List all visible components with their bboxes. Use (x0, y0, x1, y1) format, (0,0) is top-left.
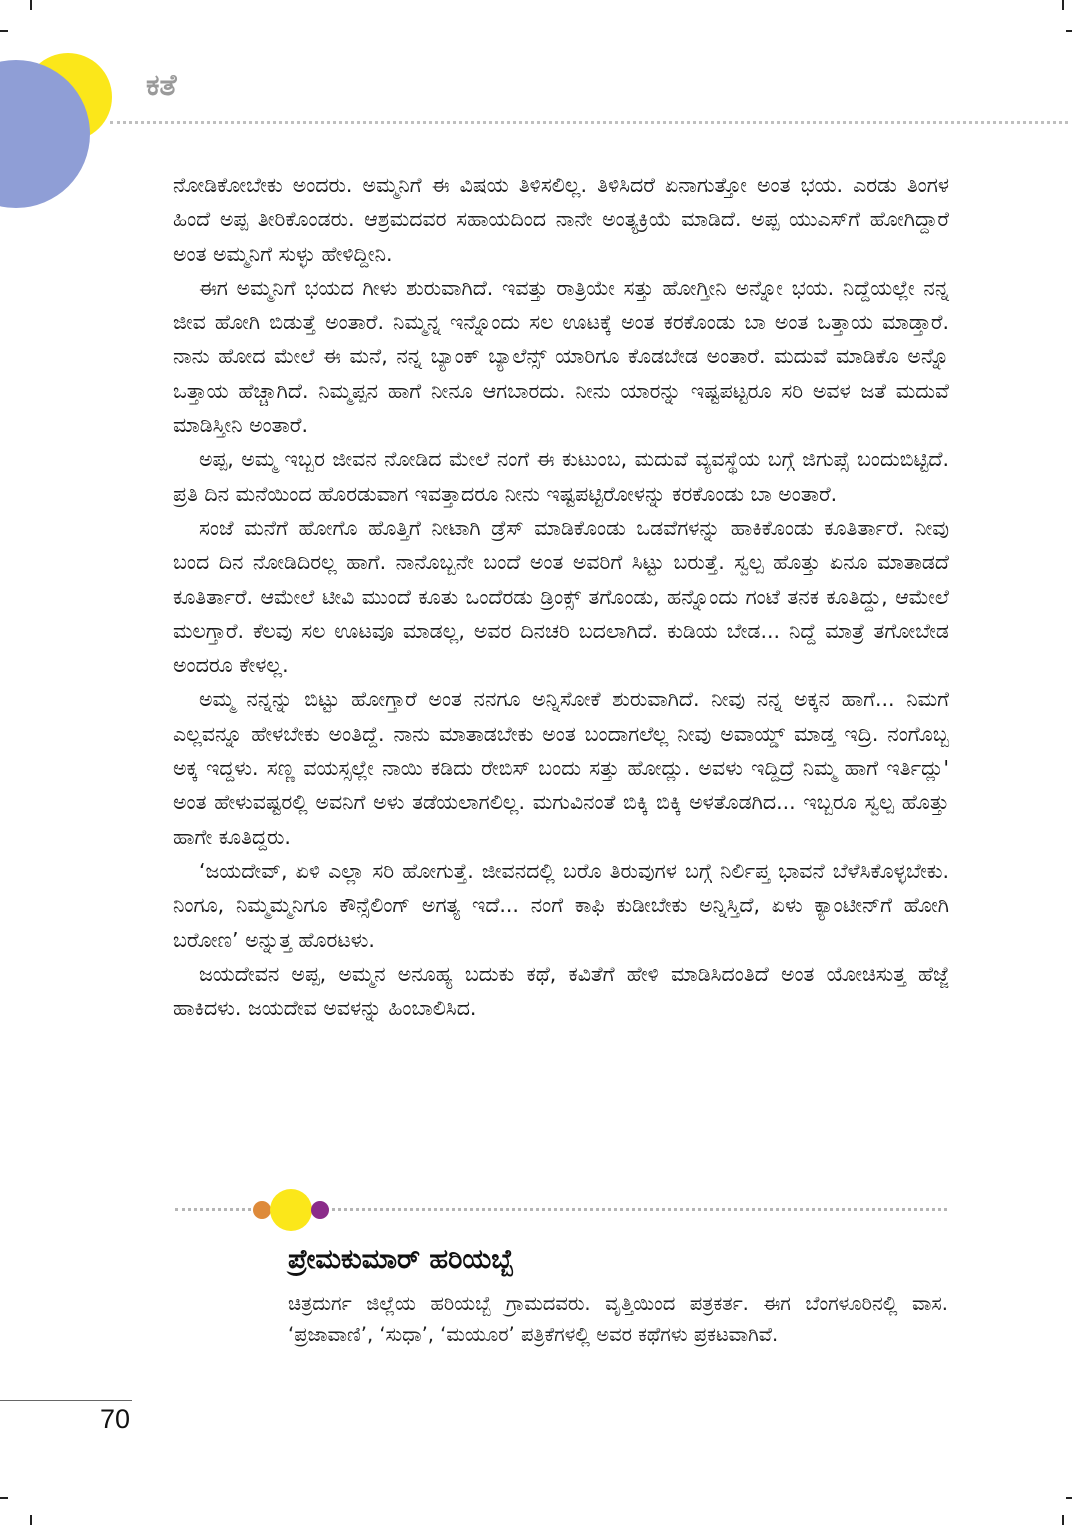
crop-mark-bottom-left-h (0, 1497, 8, 1499)
page-number-rule (0, 1400, 132, 1401)
section-title: ಕತೆ (146, 68, 177, 103)
story-paragraph: ನೋಡಿಕೋಬೇಕು ಅಂದರು. ಅಮ್ಮನಿಗೆ ಈ ವಿಷಯ ತಿಳಿಸಲಿಲ್ಲ. ತಿಳಿಸಿದರೆ ಏನಾಗುತ್ತೋ ಅಂತ ಭಯ. ಎರಡು ತಿಂಗಳ ಹಿಂದೆ ಅಪ್ಪ ತೀರಿಕೊಂಡರು. ಆಶ್ರಮದವರ ಸಹಾಯದಿಂದ ನಾನೇ ಅಂತ್ಯಕ್ರಿಯೆ ಮಾಡಿದೆ. ಅಪ್ಪ ಯುಎಸ್‌ಗೆ ಹೋಗಿದ್ದಾರೆ ಅಂತ ಅಮ್ಮನಿಗೆ ಸುಳ್ಳು ಹೇಳಿದ್ದೀನಿ. (173, 173, 949, 266)
yellow-dot-decoration (270, 1189, 312, 1231)
author-bio: ಚಿತ್ರದುರ್ಗ ಜಿಲ್ಲೆಯ ಹರಿಯಬ್ಬೆ ಗ್ರಾಮದವರು. ವೃತ್ತಿಯಿಂದ ಪತ್ರಕರ್ತ. ಈಗ ಬೆಂಗಳೂರಿನಲ್ಲಿ ವಾಸ. ‘ಪ್ರಜಾವಾಣಿ’, ‘ಸುಧಾ’, ‘ಮಯೂರ’ ಪತ್ರಿಕೆಗಳಲ್ಲಿ ಅವರ ಕಥೆಗಳು ಪ್ರಕಟವಾಗಿವೆ. (288, 1292, 948, 1346)
crop-mark-top-left-h (0, 30, 8, 32)
purple-dot-decoration (311, 1201, 329, 1219)
crop-mark-bottom-left (30, 1515, 32, 1525)
story-paragraph: ಈಗ ಅಮ್ಮನಿಗೆ ಭಯದ ಗೀಳು ಶುರುವಾಗಿದೆ. ಇವತ್ತು ರಾತ್ರಿಯೇ ಸತ್ತು ಹೋಗ್ತೀನಿ ಅನ್ನೋ ಭಯ. ನಿದ್ದೆಯಲ್ಲೇ ನನ್ನ ಜೀವ ಹೋಗಿ ಬಿಡುತ್ತೆ ಅಂತಾರೆ. ನಿಮ್ಮನ್ನ ಇನ್ನೊಂದು ಸಲ ಊಟಕ್ಕೆ ಅಂತ ಕರಕೊಂಡು ಬಾ ಅಂತ ಒತ್ತಾಯ ಮಾಡ್ತಾರೆ. ನಾನು ಹೋದ ಮೇಲೆ ಈ ಮನೆ, ನನ್ನ ಬ್ಯಾಂಕ್ ಬ್ಯಾಲೆನ್ಸ್ ಯಾರಿಗೂ ಕೊಡಬೇಡ ಅಂತಾರೆ. ಮದುವೆ ಮಾಡಿಕೊ ಅನ್ನೊ ಒತ್ತಾಯ ಹೆಚ್ಚಾಗಿದೆ. ನಿಮ್ಮಪ್ಪನ ಹಾಗೆ ನೀನೂ ಆಗಬಾರದು. ನೀನು ಯಾರನ್ನು ಇಷ್ಟಪಟ್ಟರೂ ಸರಿ ಅವಳ ಜತೆ ಮದುವೆ ಮಾಡಿಸ್ತೀನಿ ಅಂತಾರೆ. (173, 275, 949, 438)
orange-dot-decoration (253, 1201, 271, 1219)
story-paragraph: ಅಪ್ಪ, ಅಮ್ಮ ಇಬ್ಬರ ಜೀವನ ನೋಡಿದ ಮೇಲೆ ನಂಗೆ ಈ ಕುಟುಂಬ, ಮದುವೆ ವ್ಯವಸ್ಥೆಯ ಬಗ್ಗೆ ಜಿಗುಪ್ಸೆ ಬಂದುಬಿಟ್ಟಿದೆ. ಪ್ರತಿ ದಿನ ಮನೆಯಿಂದ ಹೊರಡುವಾಗ ಇವತ್ತಾದರೂ ನೀನು ಇಷ್ಟಪಟ್ಟಿರೋಳನ್ನು ಕರಕೊಂಡು ಬಾ ಅಂತಾರೆ. (173, 447, 949, 506)
crop-mark-top-right-h (1066, 30, 1072, 32)
story-paragraph: ಅಮ್ಮ ನನ್ನನ್ನು ಬಿಟ್ಟು ಹೋಗ್ತಾರೆ ಅಂತ ನನಗೂ ಅನ್ನಿಸೋಕೆ ಶುರುವಾಗಿದೆ. ನೀವು ನನ್ನ ಅಕ್ಕನ ಹಾಗೆ... ನಿಮಗೆ ಎಲ್ಲವನ್ನೂ ಹೇಳಬೇಕು ಅಂತಿದ್ದೆ. ನಾನು ಮಾತಾಡಬೇಕು ಅಂತ ಬಂದಾಗಲೆಲ್ಲ ನೀವು ಅವಾಯ್ಡ್ ಮಾಡ್ತ ಇದ್ರಿ. ನಂಗೊಬ್ಬ ಅಕ್ಕ ಇದ್ದಳು. ಸಣ್ಣ ವಯಸ್ಸಲ್ಲೇ ನಾಯಿ ಕಡಿದು ರೇಬಿಸ್ ಬಂದು ಸತ್ತು ಹೋದ್ಲು. ಅವಳು ಇದ್ದಿದ್ರೆ ನಿಮ್ಮ ಹಾಗೆ ಇರ್ತಿದ್ಲು' ಅಂತ ಹೇಳುವಷ್ಟರಲ್ಲಿ ಅವನಿಗೆ ಅಳು ತಡೆಯಲಾಗಲಿಲ್ಲ. ಮಗುವಿನಂತೆ ಬಿಕ್ಕಿ ಬಿಕ್ಕಿ ಅಳತೊಡಗಿದ... ಇಬ್ಬರೂ ಸ್ವಲ್ಪ ಹೊತ್ತು ಹಾಗೇ ಕೂತಿದ್ದರು. (173, 687, 949, 849)
story-paragraph: ಜಯದೇವನ ಅಪ್ಪ, ಅಮ್ಮನ ಅನೂಹ್ಯ ಬದುಕು ಕಥೆ, ಕವಿತೆಗೆ ಹೇಳಿ ಮಾಡಿಸಿದಂತಿದೆ ಅಂತ ಯೋಚಿಸುತ್ತ ಹೆಜ್ಜೆ ಹಾಕಿದಳು. ಜಯದೇವ ಅವಳನ್ನು ಹಿಂಬಾಲಿಸಿದ. (173, 961, 949, 1021)
story-paragraph: ಸಂಜೆ ಮನೆಗೆ ಹೋಗೊ ಹೊತ್ತಿಗೆ ನೀಟಾಗಿ ಡ್ರೆಸ್ ಮಾಡಿಕೊಂಡು ಒಡವೆಗಳನ್ನು ಹಾಕಿಕೊಂಡು ಕೂತಿರ್ತಾರೆ. ನೀವು ಬಂದ ದಿನ ನೋಡಿದಿರಲ್ಲ ಹಾಗೆ. ನಾನೊಬ್ಬನೇ ಬಂದೆ ಅಂತ ಅವರಿಗೆ ಸಿಟ್ಟು ಬರುತ್ತೆ. ಸ್ವಲ್ಪ ಹೊತ್ತು ಏನೂ ಮಾತಾಡದೆ ಕೂತಿರ್ತಾರೆ. ಆಮೇಲೆ ಟೀವಿ ಮುಂದೆ ಕೂತು ಒಂದೆರಡು ಡ್ರಿಂಕ್ಸ್ ತಗೊಂಡು, ಹನ್ನೊಂದು ಗಂಟೆ ತನಕ ಕೂತಿದ್ದು, ಆಮೇಲೆ ಮಲಗ್ತಾರೆ. ಕೆಲವು ಸಲ ಊಟವೂ ಮಾಡಲ್ಲ, ಅವರ ದಿನಚರಿ ಬದಲಾಗಿದೆ. ಕುಡಿಯ ಬೇಡ... ನಿದ್ದೆ ಮಾತ್ರೆ ತಗೋಬೇಡ ಅಂದರೂ ಕೇಳಲ್ಲ. (173, 515, 949, 678)
page-number: 70 (100, 1404, 131, 1434)
crop-mark-top-right (1062, 0, 1064, 10)
crop-mark-bottom-right-h (1066, 1497, 1072, 1499)
crop-mark-top-left (30, 0, 32, 10)
crop-mark-bottom-right (1062, 1515, 1064, 1525)
story-paragraph: ‘ಜಯದೇವ್, ಏಳಿ ಎಲ್ಲಾ ಸರಿ ಹೋಗುತ್ತೆ. ಜೀವನದಲ್ಲಿ ಬರೊ ತಿರುವುಗಳ ಬಗ್ಗೆ ನಿರ್ಲಿಪ್ತ ಭಾವನೆ ಬೆಳೆಸಿಕೊಳ್ಳಬೇಕು. ನಿಂಗೂ, ನಿಮ್ಮಮ್ಮನಿಗೂ ಕೌನ್ಸೆಲಿಂಗ್ ಅಗತ್ಯ ಇದೆ... ನಂಗೆ ಕಾಫಿ ಕುಡೀಬೇಕು ಅನ್ನಿಸ್ತಿದೆ, ಏಳು ಕ್ಯಾಂಟೀನ್‌ಗೆ ಹೋಗಿ ಬರೋಣ’ ಅನ್ನುತ್ತ ಹೊರಟಳು. (173, 858, 949, 952)
story-body (173, 168, 949, 1025)
header-dotted-rule (110, 121, 1068, 124)
author-name: ಪ್ರೇಮಕುಮಾರ್ ಹರಿಯಬ್ಬೆ (288, 1244, 514, 1275)
